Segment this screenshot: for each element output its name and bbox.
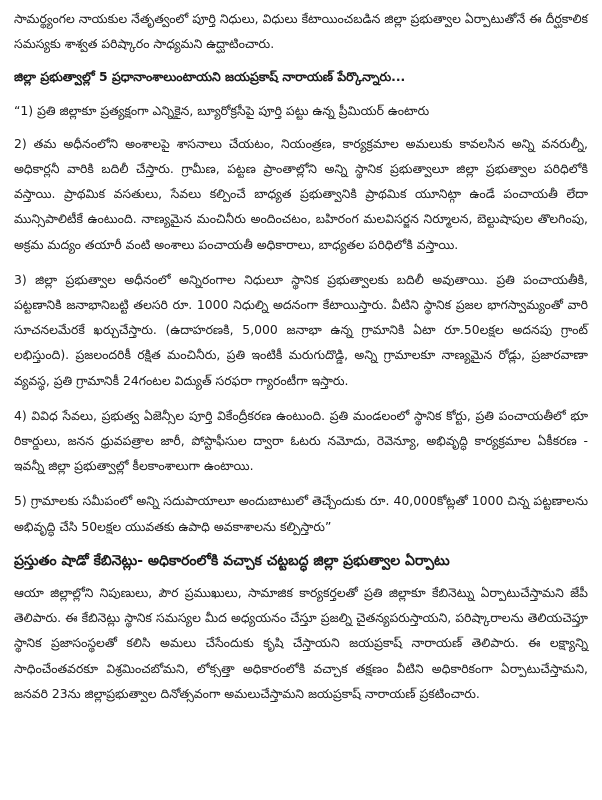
point-1: “1) ప్రతి జిల్లాకూ ప్రత్యక్షంగా ఎన్నికైన, బ్యూరోక్రసీపై పూర్తి పట్టు ఉన్న ప్రీమియర్ ఉంటారు xyxy=(14,102,430,118)
point-3: 3) జిల్లా ప్రభుత్వాల అధీనంలో అన్నిరంగాల నిధులూ స్థానిక ప్రభుత్వాలకు బదిలీ అవుతాయి. ప్రతి పంచాయతీకి, పట్టణానికి జనాభానిబట్టి తలసరి రూ. 1000 నిధుల్ని అదనంగా కేటాయిస్తారు. వీటిని స్థానిక ప్రజల భాగస్వామ్యంతో వారి సూచనలమేరకే ఖర్చుచేస్తారు. (ఉదాహరణకి, 5,000 జనాభా ఉన్న గ్రామానికి ఏటా రూ.50లక్షల అదనపు గ్రాంట్ లభిస్తుంది). ప్రజలందరికీ రక్షిత మంచినీరు, ప్రతి ఇంటికీ మరుగుదొడ్డి, అన్ని గ్రామాలకూ నాణ్యమైన రోడ్లు, ప్రజారవాణా వ్యవస్థ, ప్రతి గ్రామానికీ 24గంటల విద్యుత్ సరఫరా గ్యారంటీగా ఇస్తారు. xyxy=(14,271,588,388)
cabinet-heading: ప్రస్తుతం షాడో కేబినెట్లు- అధికారంలోకి వచ్చాక చట్టబద్ధ జిల్లా ప్రభుత్వాల ఏర్పాటు xyxy=(14,552,450,569)
point-2: 2) తమ అధీనంలోని అంశాలపై శాసనాలు చేయటం, నియంత్రణ, కార్యక్రమాల అమలుకు కావలసిన అన్ని వనరుల్నీ, అధికార్లనీ వారికి బదిలీ చేస్తారు. గ్రామీణ, పట్టణ ప్రాంతాల్లోని అన్ని స్థానిక ప్రభుత్వాలూ జిల్లా ప్రభుత్వాల పరిధిలోకి వస్తాయి. ప్రాథమిక వసతులు, సేవలు కల్పించే బాధ్యత ప్రభుత్వానికి ప్రాథమిక యూనిట్గా ఉండే పంచాయతీ లేదా మున్సిపాలిటీకే ఉంటుంది. నాణ్యమైన మంచినీరు అందించటం, బహిరంగ మలవిసర్జన నిర్మూలన, బెల్టుషాపుల తొలగింపు, అక్రమ మద్యం తయారీ వంటి అంశాలు పంచాయతీ అధికారాలు, బాధ్యతల పరిధిలోకి వస్తాయి. xyxy=(14,135,588,252)
point-4: 4) వివిధ సేవలు, ప్రభుత్వ ఏజెన్సీల పూర్తి వికేంద్రీకరణ ఉంటుంది. ప్రతి మండలంలో స్థానిక కోర్టు, ప్రతి పంచాయతీలో భూ రికార్డులు, జనన ధ్రువపత్రాల జారీ, పోస్టాఫీసుల ద్వారా ఓటరు నమోదు, రెవెన్యూ, అభివృద్ధి కార్యక్రమాల ఏకీకరణ - ఇవన్నీ జిల్లా ప్రభుత్వాల్లో కీలకాంశాలుగా ఉంటాయి. xyxy=(14,407,588,474)
closing-paragraph: ఆయా జిల్లాల్లోని నిపుణులు, పౌర ప్రముఖులు, సామాజిక కార్యకర్తలతో ప్రతి జిల్లాకూ కేబినెట్ను ఏర్పాటుచేస్తామని జేపీ తెలిపారు. ఈ కేబినెట్లు స్థానిక సమస్యల మీద అధ్యయనం చేస్తూ ప్రజల్ని చైతన్యపరుస్తాయని, పరిష్కారాలను తెలియచెప్తూ స్థానిక ప్రజాసంస్థలతో కలిసి అమలు చేసేందుకు కృషి చేస్తాయని జయప్రకాష్ నారాయణ్ తెలిపారు. ఈ లక్ష్యాన్ని సాధించేంతవరకూ విశ్రమించబోమని, లోక్సత్తా అధికారంలోకి వచ్చాక తక్షణం వీటిని అధికారికంగా ఏర్పాటుచేస్తామని, జనవరి 23ను జిల్లాప్రభుత్వాల దినోత్సవంగా అమలుచేస్తామని జయప్రకాష్ నారాయణ్ ప్రకటించారు. xyxy=(14,585,588,701)
point-5: 5) గ్రామాలకు సమీపంలో అన్ని సదుపాయాలూ అందుబాటులో తెచ్చేందుకు రూ. 40,000కోట్లతో 1000 చిన్న పట్టణాలను అభివృద్ధి చేసి 50లక్షల యువతకు ఉపాధి అవకాశాలను కల్పిస్తారు” xyxy=(14,493,588,534)
features-heading: జిల్లా ప్రభుత్వాల్లో 5 ప్రధానాంశాలుంటాయని జయప్రకాష్ నారాయణ్ పేర్కొన్నారు... xyxy=(14,69,406,85)
intro-paragraph: సామర్థ్యంగల నాయకుల నేతృత్వంలో పూర్తి నిధులు, విధులు కేటాయించబడిన జిల్లా ప్రభుత్వాల ఏర్పాటుతోనే ఈ దీర్ఘకాలిక సమస్యకు శాశ్వత పరిష్కారం సాధ్యమని ఉద్ఘాటించారు. xyxy=(14,11,588,52)
